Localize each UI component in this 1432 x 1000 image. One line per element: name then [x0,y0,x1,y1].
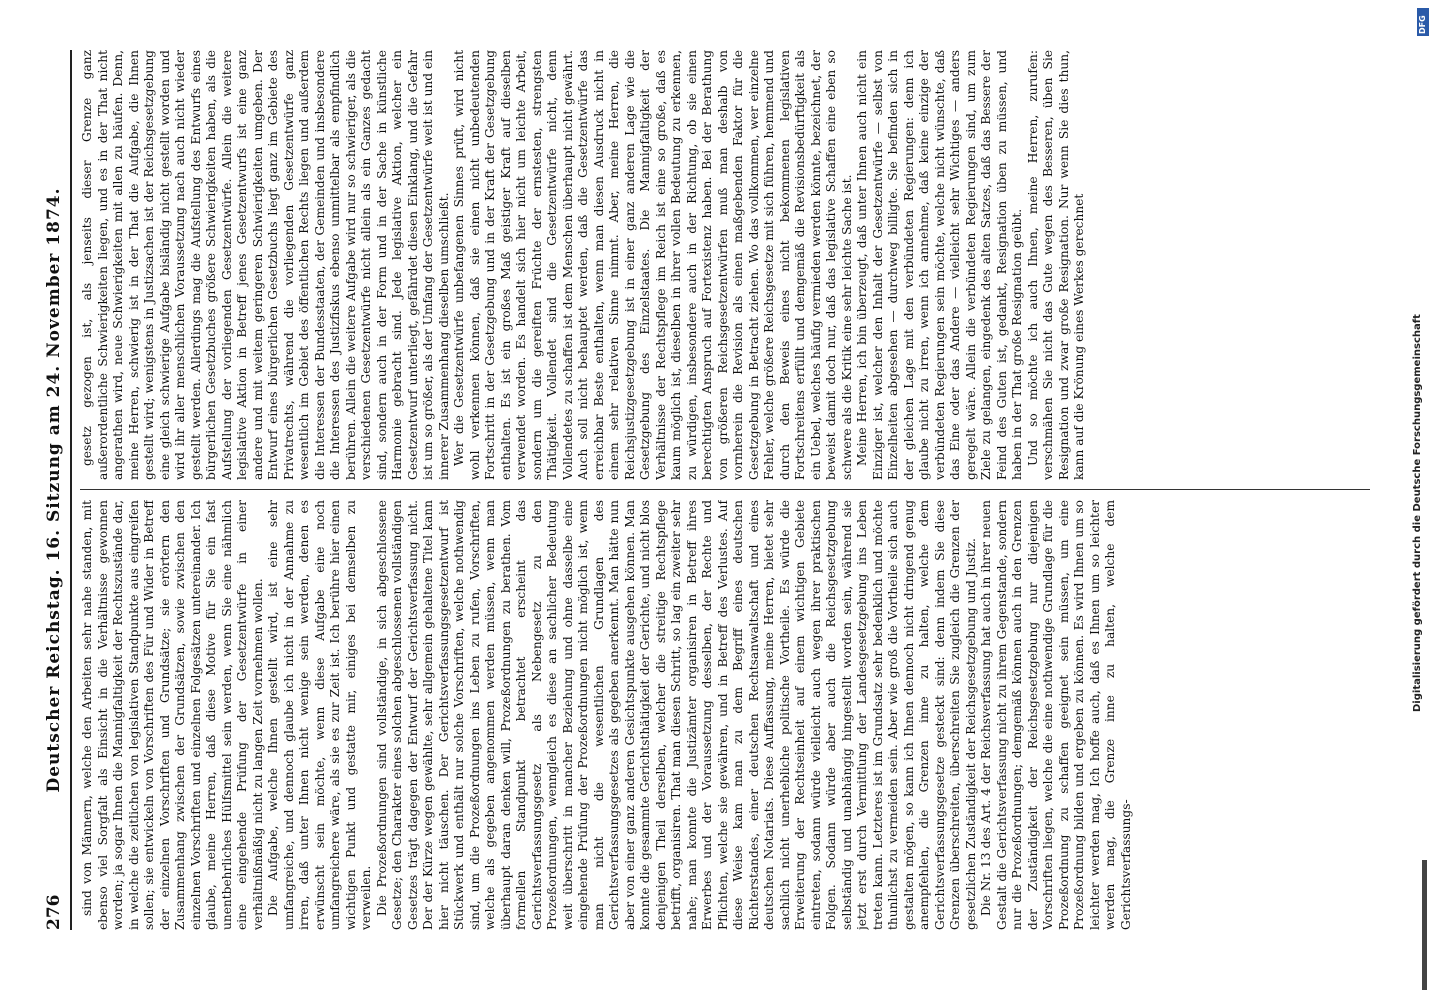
digitization-credit-text: Digitalisierung gefördert durch die Deutsche Forschungsgemeinschaft [1412,314,1423,712]
left-column [80,500,1370,930]
left-paragraph: Die Nr. 13 des Art. 4 der Reichsverfassung hat auch in ihrer neuen Gestalt die Gerichtsverfassung nicht zu ihrem Gegenstande, sondern nur die Prozeßordnungen; demgemäß können auch in den Grenzen der Zuständigkeit der Reichsgesetzgebung nur diejenigen Vorschriften liegen, welche die eine nothwendige Grundlage für die Prozeßordnung zu schaffen geeignet sein müssen, um eine Prozeßordnung bilden und ergeben zu können. Es wird Ihnen um so leichter werden mag, Ich hoffe auch, daß es Ihnen um so leichter werden mag, die Grenze inne zu halten, welche dem Gerichtsverfassungs- [979,500,1133,930]
right-paragraph: gesetz gezogen ist, als jenseits dieser Grenze ganz außerordentliche Schwierigkeiten liegen, und es in der That nicht angerathen wird, neue Schwierigkeiten mit allen zu häufen. Denn, meine Herren, schwierig ist in der That die Aufgabe, die Ihnen gestellt wird; wenigstens in Justizsachen ist der Reichsgesetzgebung eine gleich schwierige Aufgabe bisländig nicht gestellt worden und wird ihr aller menschlichen Voraussetzung nach auch nicht wieder gestellt werden. Allerdings mag die Aufstellung des Entwurfs eines bürgerlichen Gesetzbuches größere Schwierigkeiten haben, als die Aufstellung der vorliegenden Gesetzentwürfe. Allein die weitere legislative Aktion in Betreff jenes Gesetzentwurfs ist eine ganz andere und mit weitem geringeren Schwierigkeiten umgeben. Der Entwurf eines bürgerlichen Gesetzbuchs liegt ganz im Gebiete des Privatrechts, während die vorliegenden Gesetzentwürfe ganz wesentlich im Gebiet des öffentlichen Rechts liegen und außerdem die Interessen der Bundesstaaten, der Gemeinden und insbesondere die Interessen des Justizfiskus ebenso unmittelbar als empfindlich berühren. Allein die weitere Aufgabe wird nur so schwieriger, als die verschiedenen Gesetzentwürfe nicht allein als ein Ganzes gedacht sind, sondern auch in der Form und in der Sache in künstliche Harmonie gebracht sind. Jede legislative Aktion, welcher ein Gesetzentwurf unterliegt, gefährdet diesen Einklang, und die Gefahr ist um so größer, als der Umfang der Gesetzentwürfe weit ist und ein innerer Zusammenhang dieselben umschließt. [80,50,451,480]
column-divider [80,489,1370,490]
dfg-logo-text: DFG [1418,15,1427,34]
page-number: 276 [44,894,64,930]
right-paragraph: Und so möchte ich auch Ihnen, meine Herren, zurufen: verschmähen Sie nicht das Gute wegen des Besseren, üben Sie Resignation und zwar große Resignation. Nur wenn Sie dies thun, kann auf die Krönung eines Werkes gerechnet [1025,50,1086,480]
right-paragraph: Meine Herren, ich bin überzeugt, daß unter Ihnen auch nicht ein Einziger ist, welcher den Inhalt der Gesetzentwürfe — selbst von Einzelheiten abgesehen — durchweg billigte. Sie befinden sich in der gleichen Lage mit den verbündeten Regierungen: denn ich glaube nicht zu irren, wenn ich annehme, daß keine einzige der verbündeten Regierungen sein möchte, welche nicht wünschte, daß das Eine oder das Andere — vielleicht sehr Wichtiges — anders geregelt wäre. Allein die verbündeten Regierungen sind, um zum Ziele zu gelangen, eingedenk des alten Satzes, daß das Bessere der Feind des Guten ist, gedankt, Resignation üben zu müssen, und haben in der That große Resignation geübt. [855,50,1024,480]
right-column [80,50,1370,480]
scan-edge-mark [1422,860,1427,990]
digitization-credit [1412,12,1426,712]
left-paragraph: Die Prozeßordnungen sind vollständige, in sich abgeschlossene Gesetze; den Charakter eines solchen abgeschlossenen vollständigen Gesetzes trägt dagegen der Entwurf der Gerichtsverfassung nicht. Der der Kürze wegen gewählte, sehr allgemein gehaltene Titel kann hier nicht täuschen. Der Gerichtsverfassungsgesetzentwurf ist Stückwerk und enthält nur solche Vorschriften, welche nothwendig sind, um die Prozeßordnungen ins Leben zu rufen, Vorschriften, welche als gegeben angenommen werden müssen, wenn man überhaupt daran denken will, Prozeßordnungen zu berathen. Vom formellen Standpunkt betrachtet erscheint das Gerichtsverfassungsgesetz als Nebengesetz zu den Prozeßordnungen, wenngleich es diese an sachlicher Bedeutung weit überschritt in mancher Beziehung und ohne dasselbe eine eingehende Prüfung der Prozeßordnungen nicht möglich ist, wenn man nicht die wesentlichen Grundlagen des Gerichtsverfassungsgesetzes als gegeben anerkennt. Man hätte nun aber von einer ganz anderen Gesichtspunkte ausgehen können. Man konnte die gesammte Gerichtsthätigkeit der Gerichte, und nicht blos denjenigen Theil derselben, welcher die streitige Rechtspflege betrifft, organisiren. That man diesen Schritt, so lag ein zweiter sehr nahe; man konnte die Justizämter organisiren in Betreff ihres Erwerbes und der Voraussetzung desselben, der Rechte und Pflichten, welche sie gewähren, und in Betreff des Verlustes. Auf diese Weise kam man zu dem Begriff eines deutschen Richterstandes, einer deutschen Rechtsanwaltschaft und eines deutschen Notariats. Diese Auffassung, meine Herren, bietet sehr sachlich nicht unerhebliche politische Vortheile. Es würde die Erweiterung der Rechtseinheit auf einem wichtigen Gebiete eintreten, sodann würde vielleicht auch wegen ihrer praktischen Folgen. Sodann würde aber auch die Reichsgesetzgebung selbständig und unabhängig hingestellt worden sein, während sie jetzt erst durch Vermittlung der Landesgesetzgebung ins Leben treten kann. Letzteres ist im Grundsatz sehr bedenklich und möchte thunlichst zu vermeiden sein. Aber wie groß die Vortheile sich auch gestalten mögen, so kann ich Ihnen dennoch nicht dringend genug anempfehlen, die Grenzen inne zu halten, welche dem Gerichtsverfassungsgesetze gesteckt sind: denn indem Sie diese Grenzen überschreiten, überschreiten Sie zugleich die Grenzen der gesetzlichen Zuständigkeit der Reichsgesetzgebung und Justiz. [374,500,978,930]
text-columns [80,50,1370,930]
page-header [40,50,72,930]
page-content [40,50,1380,930]
right-paragraph: Wer die Gesetzentwürfe unbefangenen Sinnes prüft, wird nicht wohl verkennen können, daß sie einen nicht unbedeutenden Fortschritt in der Gesetzgebung und in der Kraft der Gesetzgebung enthalten. Es ist ein großes Maß geistiger Kraft auf dieselben verwendet worden. Es handelt sich hier nicht um leichte Arbeit, sondern um die gereiften Früchte der ernstesten, strengsten Thätigkeit. Vollendet sind die Gesetzentwürfe nicht, denn Vollendetes zu schaffen ist dem Menschen überhaupt nicht gewährt. Auch soll nicht behauptet werden, daß die Gesetzentwürfe das erreichbar Beste enthalten, wenn man diesen Ausdruck nicht in einem sehr relativen Sinne nimmt. Aber, meine Herren, die Reichsjustizgesetzgebung ist in einer ganz anderen Lage wie die Gesetzgebung des Einzelstaates. Die Mannigfaltigkeit der Verhältnisse der Rechtspflege im Reich ist eine so große, daß es kaum möglich ist, dieselben in ihrer vollen Bedeutung zu erkennen, zu würdigen, insbesondere auch in der Richtung, ob sie einen berechtigten Anspruch auf Fortexistenz haben. Bei der Berathung von größeren Reichsgesetzentwürfen muß man deshalb von vornherein die Revision als einen maßgebenden Faktor für die Gesetzgebung in Betracht ziehen. Wo das vollkommen, wer einzelne Fehler, welche größere Reichsgesetze mit sich führen, hemmend und durch den Beweis eines nicht bekommenen legislativen Fortschreitens erfüllt und demgemäß die Revisionsbedürftigkeit als ein Uebel, welches häufig vermieden werden könnte, bezeichnet, der beweist damit doch nur, daß das legislative Schaffen eine eben so schwere als die Kritik eine sehr leichte Sache ist. [452,50,854,480]
left-paragraph: sind von Männern, welche den Arbeiten sehr nahe standen, mit ebenso viel Sorgfalt als Einsicht in die Verhältnisse gewonnen worden; ja sogar Ihnen die Mannigfaltigkeit der Rechtszustände dar, in welche die zeitlichen von legislativen Standpunkte aus eingreifen sollen; sie entwickeln von Vorschriften des Für und Wider in Betreff der einzelnen Vorschriften und Grundsätze; sie erörtern den Zusammenhang zwischen der Grundsätzen, sowie zwischen den einzelnen Vorschriften und einzelnen Folgesätzen untereinander. Ich glaube, meine Herren, daß diese Motive für Sie ein fast unentbehrliches Hülfsmittel sein werden, wenn Sie eine nähmlich eine eingehende Prüfung der Gesetzentwürfe in einer verhältnißmäßig nicht zu langen Zeit vornehmen wollen. [80,500,265,930]
page-title: Deutscher Reichstag. 16. Sitzung am 24. November 1874. [44,187,64,793]
left-paragraph: Die Aufgabe, welche Ihnen gestellt wird, ist eine sehr umfangreiche, und dennoch glaube ich nicht in der Annahme zu irren, daß unter Ihnen nicht wenige sein werden, denen es erwünscht sein möchte, wenn diese Aufgabe eine noch umfangreichere wäre, als sie es zur Zeit ist. Ich berühre hier einen wichtigen Punkt und gestatte mir, einiges bei demselben zu verweilen. [266,500,373,930]
